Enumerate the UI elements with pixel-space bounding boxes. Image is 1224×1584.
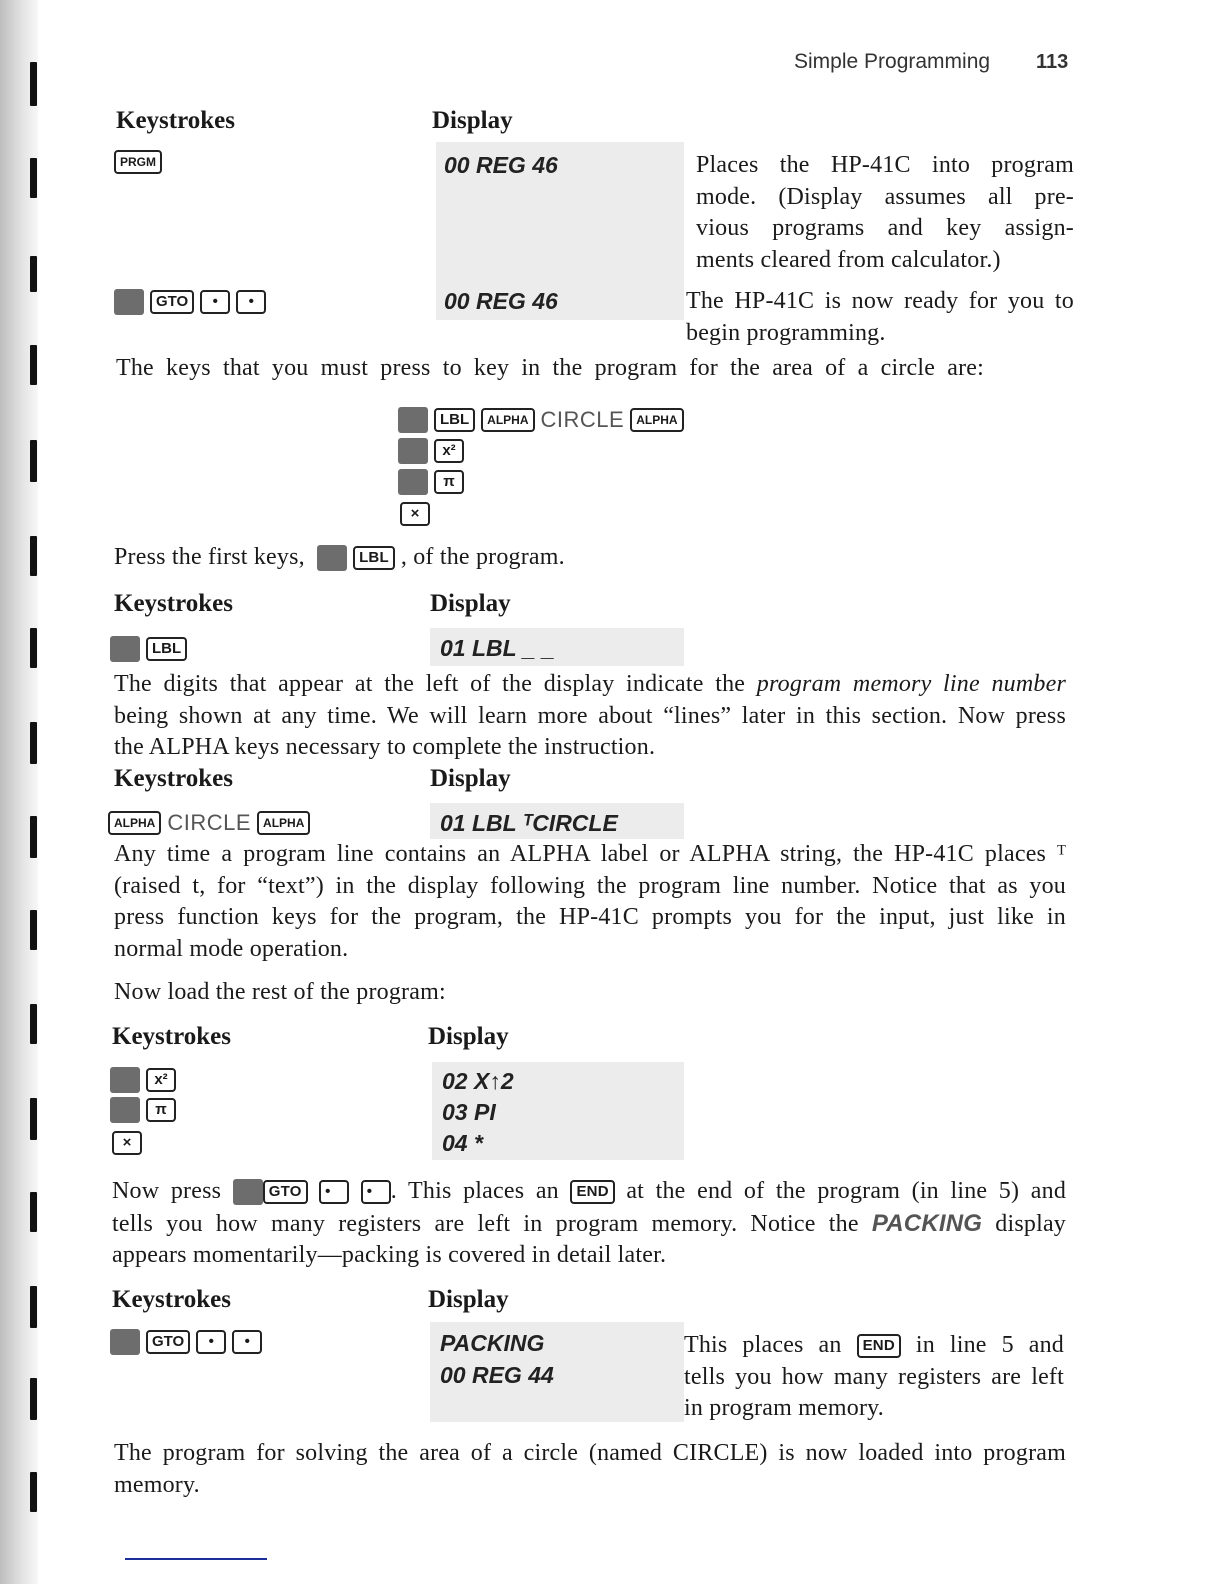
binding-hole [30,62,37,106]
display-readout: 00 REG 46 [444,288,558,314]
binding-hole [30,1004,37,1044]
keyseq-times [400,502,436,526]
x-squared-key: x² [146,1068,176,1092]
circle-word: CIRCLE [540,407,625,432]
shift-key [110,1067,140,1093]
display-heading: Display [428,1023,509,1050]
description-ready: The HP-41C is now ready for you to begin programming. [686,288,1074,346]
page-binding-edge [0,0,38,1584]
times-key: × [112,1131,142,1155]
display-readout: 00 REG 44 [440,1362,554,1388]
keystroke-x-squared [110,1067,182,1093]
binding-hole [30,1098,37,1140]
binding-hole [30,1192,37,1232]
display-heading: Display [430,765,511,792]
keyseq-pi [398,469,470,495]
keystroke-prgm [114,150,168,174]
dot-key: • [361,1180,391,1204]
alpha-key: ALPHA [481,408,534,432]
prgm-key: PRGM [114,150,162,174]
binding-hole [30,1378,37,1420]
paragraph-keys-intro: The keys that you must press to key in the program for the area of a circle are: [116,355,984,381]
keystrokes-heading: Keystrokes [114,765,233,792]
display-readout: 04 * [442,1130,483,1156]
shift-key [233,1179,263,1205]
circle-word: CIRCLE [167,810,252,835]
keystroke-alpha-circle-alpha [108,810,316,836]
paragraph-now-load: Now load the rest of the program: [114,979,446,1005]
gto-key: GTO [263,1180,308,1204]
footer-rule [125,1558,267,1560]
display-heading: Display [432,107,513,134]
binding-hole [30,1286,37,1328]
end-key: END [857,1334,901,1358]
paragraph-line-number: The digits that appear at the left of the display indicate the program memory line number being shown at any time. We will learn more about “lines” later in this section. Now press the ALPHA keys necessary to complete the instruction. [114,671,1066,760]
page-number: 113 [1036,51,1069,73]
shift-key [398,407,428,433]
binding-hole [30,722,37,764]
display-readout: PACKING [440,1330,545,1356]
binding-hole [30,256,37,292]
shift-key [110,1329,140,1355]
times-key: × [400,502,430,526]
binding-hole [30,440,37,482]
end-key: END [570,1180,614,1204]
binding-hole [30,536,37,576]
binding-hole [30,628,37,668]
alpha-key: ALPHA [257,811,310,835]
display-readout: 03 PI [442,1099,496,1125]
keystrokes-heading: Keystrokes [114,590,233,617]
x-squared-key: x² [434,439,464,463]
dot-key: • [196,1330,226,1354]
keystrokes-heading: Keystrokes [112,1286,231,1313]
running-header-title: Simple Programming [794,50,991,73]
paragraph-final: The program for solving the area of a circle (named CIRCLE) is now loaded into program memory. [114,1440,1066,1498]
binding-hole [30,910,37,950]
gto-key: GTO [146,1330,190,1354]
keystroke-gto-dot-dot [114,289,272,315]
keystroke-times [112,1131,148,1155]
shift-key [398,438,428,464]
packing-word: PACKING [871,1209,983,1237]
keystrokes-heading: Keystrokes [112,1023,231,1050]
paragraph-now-press: Now press GTO • • . This places an END at the end of the program (in line 5) and tells you how many registers are left in program memory. Notice the PACKING display appears momentarily—packing is covered in detail later. [112,1178,1067,1268]
pi-key: π [146,1098,176,1122]
shift-key [114,289,144,315]
paragraph-alpha-label: Any time a program line contains an ALPHA label or ALPHA string, the HP-41C places ᵀ (raised t, for “text”) in the display following the program line number. Notice that as you press function keys for the program, the HP-41C prompts you for the input, just like in normal mode operation. [114,841,1066,962]
keystroke-pi [110,1097,182,1123]
paragraph-press-first: Press the first keys, LBL , of the program. [114,544,565,570]
shift-key [110,1097,140,1123]
alpha-key: ALPHA [630,408,683,432]
alpha-key: ALPHA [108,811,161,835]
display-readout: 00 REG 46 [444,152,558,178]
binding-hole [30,1472,37,1512]
display-readout: 01 LBL ᵀCIRCLE [440,810,618,836]
display-readout: 01 LBL _ _ [440,635,555,661]
shift-key [110,636,140,662]
display-heading: Display [430,590,511,617]
description-program-mode: Places the HP-41C into program mode. (Display assumes all pre- vious programs and key assign- ments cleared from calculator.) [696,152,1074,273]
dot-key: • [319,1180,349,1204]
lbl-key: LBL [353,546,395,570]
binding-hole [30,816,37,858]
lbl-key: LBL [146,637,187,661]
gto-key: GTO [150,290,194,314]
shift-key [398,469,428,495]
description-end-placed: This places an END in line 5 and tells you how many registers are left in program memory. [684,1332,1065,1421]
shift-key [317,545,347,571]
pi-key: π [434,470,464,494]
keystrokes-heading: Keystrokes [116,107,235,134]
keystroke-gto-dot-dot [110,1329,268,1355]
display-readout: 02 X↑2 [442,1068,514,1094]
dot-key: • [232,1330,262,1354]
dot-key: • [200,290,230,314]
lbl-key: LBL [434,408,475,432]
keystroke-lbl [110,636,193,662]
keyseq-x-squared [398,438,470,464]
dot-key: • [236,290,266,314]
display-heading: Display [428,1286,509,1313]
binding-hole [30,345,37,385]
binding-hole [30,158,37,198]
keyseq-lbl-alpha-circle [398,407,690,433]
